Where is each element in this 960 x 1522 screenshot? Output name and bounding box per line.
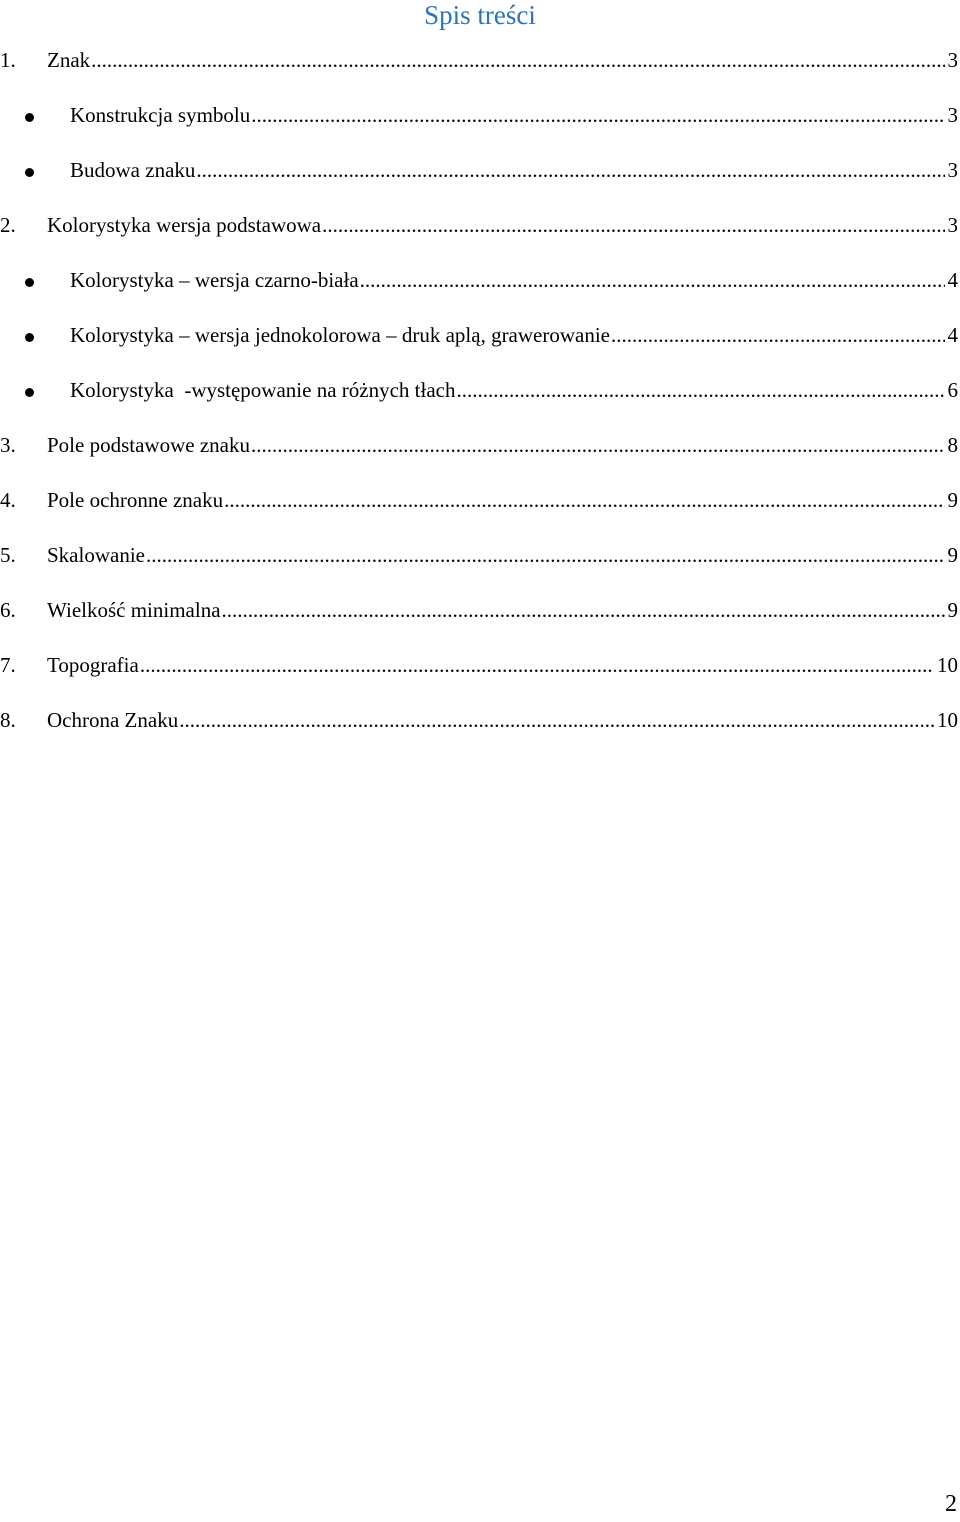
toc-dot-leader [196, 155, 944, 185]
toc-entry[interactable] [0, 320, 960, 375]
toc-entry-label: Topografia [47, 653, 139, 677]
toc-entry-label: Ochrona Znaku [47, 708, 179, 732]
toc-entry-page: 9 [947, 543, 958, 567]
toc-entry[interactable] [0, 650, 960, 705]
toc-dot-leader [360, 265, 945, 295]
toc-title: Spis treści [424, 0, 536, 30]
toc-entry[interactable] [0, 540, 960, 595]
toc-entry-label: Pole ochronne znaku [47, 488, 224, 512]
toc-entry[interactable] [0, 100, 960, 155]
toc-entry-page: 9 [947, 488, 958, 512]
toc-entry-number: 1. [0, 48, 16, 72]
bullet-icon [25, 333, 34, 342]
toc-dot-leader [322, 210, 944, 240]
toc-list [0, 45, 960, 760]
toc-entry-page: 8 [947, 433, 958, 457]
toc-entry-page: 4 [947, 323, 958, 347]
toc-entry-label: Kolorystyka -występowanie na różnych tłach [70, 378, 456, 402]
bullet-icon [25, 388, 34, 397]
toc-entry-number: 8. [0, 708, 16, 732]
toc-entry-page: 3 [947, 158, 958, 182]
toc-entry-number: 5. [0, 543, 16, 567]
toc-dot-leader [224, 485, 944, 515]
toc-dot-leader [179, 705, 934, 735]
toc-entry[interactable] [0, 45, 960, 100]
toc-entry-number: 7. [0, 653, 16, 677]
toc-entry-label: Znak [47, 48, 91, 72]
toc-entry-page: 4 [947, 268, 958, 292]
toc-entry-number: 3. [0, 433, 16, 457]
toc-entry[interactable] [0, 155, 960, 210]
toc-dot-leader [456, 375, 944, 405]
toc-entry-page: 10 [937, 708, 958, 732]
toc-entry[interactable] [0, 595, 960, 650]
toc-entry-label: Wielkość minimalna [47, 598, 221, 622]
toc-entry-number: 4. [0, 488, 16, 512]
toc-dot-leader [146, 540, 945, 570]
toc-entry[interactable] [0, 430, 960, 485]
toc-entry-page: 6 [947, 378, 958, 402]
bullet-icon [25, 113, 34, 122]
toc-entry[interactable] [0, 265, 960, 320]
toc-entry-number: 2. [0, 213, 16, 237]
toc-entry-page: 10 [937, 653, 958, 677]
toc-entry[interactable] [0, 210, 960, 265]
bullet-icon [25, 278, 34, 287]
toc-dot-leader [91, 45, 944, 75]
toc-entry-page: 9 [947, 598, 958, 622]
toc-dot-leader [611, 320, 944, 350]
toc-entry-page: 3 [947, 213, 958, 237]
toc-entry-label: Kolorystyka – wersja jednokolorowa – druk aplą, grawerowanie [70, 323, 611, 347]
toc-dot-leader [222, 595, 945, 625]
toc-dot-leader [251, 430, 945, 460]
toc-entry-label: Pole podstawowe znaku [47, 433, 250, 457]
toc-entry-page: 3 [947, 48, 958, 72]
bullet-icon [25, 168, 34, 177]
page-number: 2 [945, 1491, 957, 1517]
toc-entry-label: Konstrukcja symbolu [70, 103, 251, 127]
toc-entry-page: 3 [947, 103, 958, 127]
toc-dot-leader [140, 650, 934, 680]
toc-entry-label: Kolorystyka wersja podstawowa [47, 213, 322, 237]
toc-entry-number: 6. [0, 598, 16, 622]
toc-entry[interactable] [0, 375, 960, 430]
toc-entry[interactable] [0, 705, 960, 760]
toc-entry-label: Skalowanie [47, 543, 145, 567]
toc-dot-leader [251, 100, 944, 130]
toc-entry-label: Kolorystyka – wersja czarno-biała [70, 268, 359, 292]
toc-entry-label: Budowa znaku [70, 158, 196, 182]
toc-entry[interactable] [0, 485, 960, 540]
